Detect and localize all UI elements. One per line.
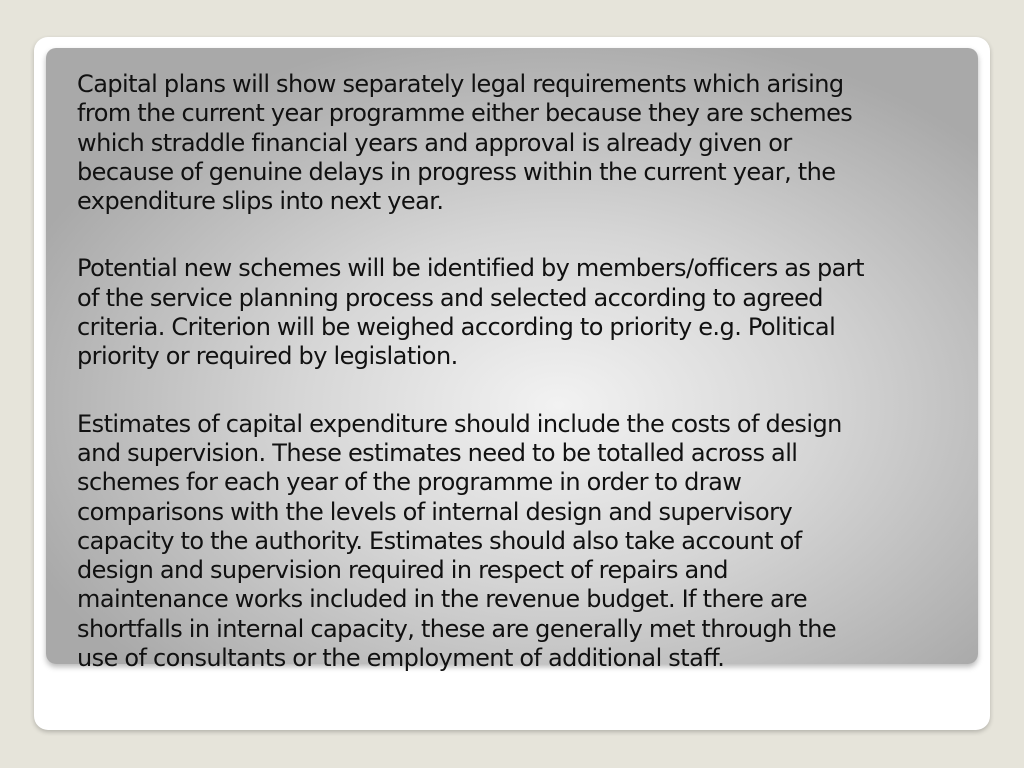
paragraph-estimates: Estimates of capital expenditure should include the costs of design and supervision. These estimates need to be totalled across all schemes for each year of the programme in order to draw comparisons with the levels of internal design and supervisory capacity to the authority. Estimates should also take account of design and supervision required in respect of repairs and maintenance works included in the revenue budget. If there are shortfalls in internal capacity, these are generally met through the use of consultants or the employment of additional staff. [77,409,842,673]
paragraph-capital-plans: Capital plans will show separately legal requirements which arising from the current year programme either because they are schemes which straddle financial years and approval is already given or because of genuine delays in progress within the current year, the expenditure slips into next year. [77,70,853,216]
slide-body-text [77,70,967,673]
paragraph-new-schemes: Potential new schemes will be identified by members/officers as part of the service planning process and selected according to agreed criteria. Criterion will be weighed according to priority e.g. Political priority or required by legislation. [77,254,864,371]
